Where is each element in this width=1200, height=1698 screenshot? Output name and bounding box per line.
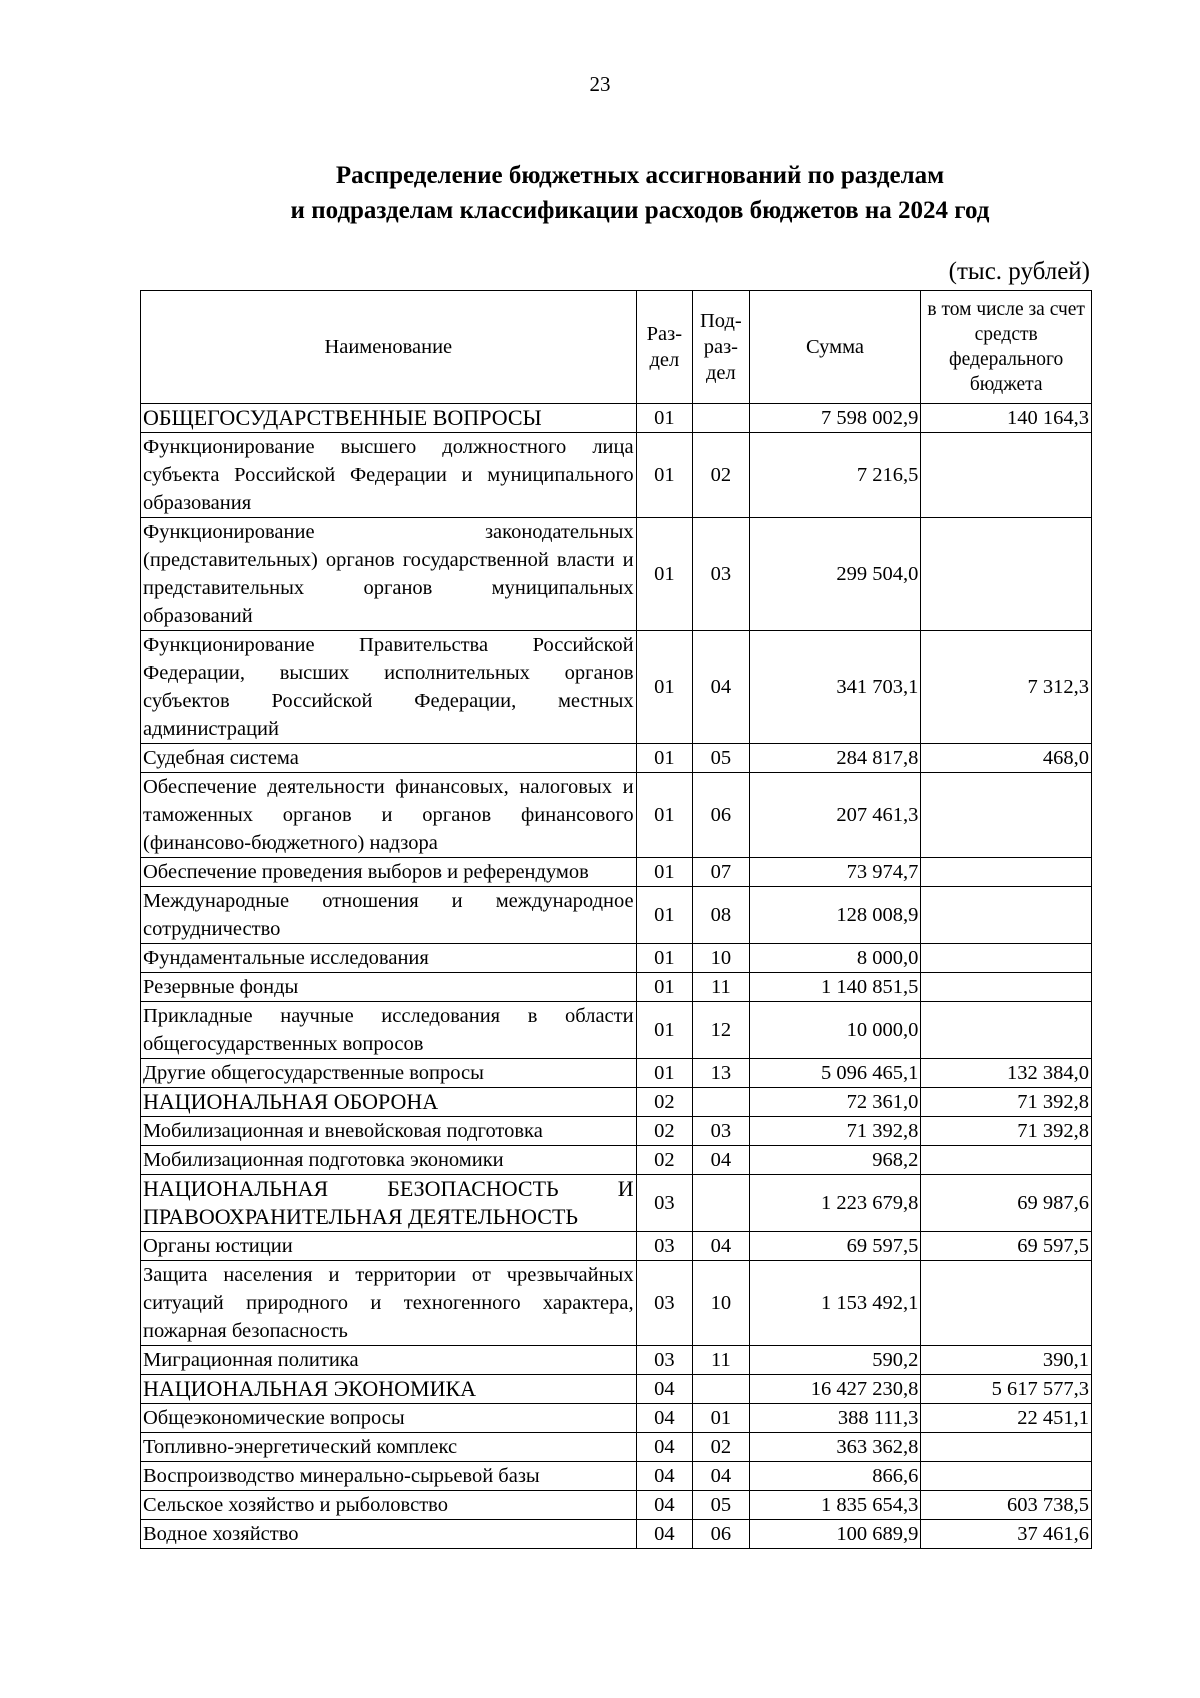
- row-name-cell: Функционирование высшего должностного лица субъекта Российской Федерации и муниципального образования: [141, 433, 637, 518]
- row-federal-cell: [921, 1002, 1092, 1059]
- row-sum-cell: 73 974,7: [749, 858, 921, 887]
- row-name-cell: Мобилизационная подготовка экономики: [141, 1146, 637, 1175]
- table-row: [141, 1520, 1092, 1549]
- row-sum-cell: 284 817,8: [749, 744, 921, 773]
- row-federal-cell: [921, 1146, 1092, 1175]
- row-section-cell: 04: [636, 1462, 693, 1491]
- row-subsection-cell: 03: [693, 518, 750, 631]
- row-sum-cell: 71 392,8: [749, 1117, 921, 1146]
- row-sum-cell: 7 216,5: [749, 433, 921, 518]
- row-federal-cell: 69 597,5: [921, 1232, 1092, 1261]
- row-federal-cell: 71 392,8: [921, 1117, 1092, 1146]
- row-section-cell: 01: [636, 1002, 693, 1059]
- row-subsection-cell: 10: [693, 1261, 750, 1346]
- row-federal-cell: [921, 973, 1092, 1002]
- row-section-cell: 02: [636, 1117, 693, 1146]
- row-section-cell: 04: [636, 1520, 693, 1549]
- row-subsection-cell: 04: [693, 1146, 750, 1175]
- row-sum-cell: 8 000,0: [749, 944, 921, 973]
- table-row: [141, 1346, 1092, 1375]
- table-row: [141, 404, 1092, 433]
- row-subsection-cell: 11: [693, 1346, 750, 1375]
- table-row: [141, 1462, 1092, 1491]
- row-subsection-cell: [693, 404, 750, 433]
- header-sum: Сумма: [749, 291, 921, 404]
- row-name-cell: Общеэкономические вопросы: [141, 1404, 637, 1433]
- row-federal-cell: 603 738,5: [921, 1491, 1092, 1520]
- row-federal-cell: 390,1: [921, 1346, 1092, 1375]
- units-note: (тыс. рублей): [948, 258, 1090, 285]
- table-row: [141, 1404, 1092, 1433]
- row-sum-cell: 207 461,3: [749, 773, 921, 858]
- row-sum-cell: 5 096 465,1: [749, 1059, 921, 1088]
- row-federal-cell: 7 312,3: [921, 631, 1092, 744]
- row-section-cell: 03: [636, 1232, 693, 1261]
- row-name-cell: Защита населения и территории от чрезвычайных ситуаций природного и техногенного характера, пожарная безопасность: [141, 1261, 637, 1346]
- row-section-cell: 01: [636, 404, 693, 433]
- row-federal-cell: 22 451,1: [921, 1404, 1092, 1433]
- row-name-cell: Прикладные научные исследования в области общегосударственных вопросов: [141, 1002, 637, 1059]
- table-row: [141, 973, 1092, 1002]
- table-row: [141, 887, 1092, 944]
- row-sum-cell: 72 361,0: [749, 1088, 921, 1117]
- row-name-cell: Резервные фонды: [141, 973, 637, 1002]
- row-subsection-cell: 01: [693, 1404, 750, 1433]
- table-row: [141, 1433, 1092, 1462]
- row-name-cell: ОБЩЕГОСУДАРСТВЕННЫЕ ВОПРОСЫ: [141, 404, 637, 433]
- row-subsection-cell: 06: [693, 1520, 750, 1549]
- table-header-row: [141, 291, 1092, 404]
- row-name-cell: Функционирование Правительства Российской Федерации, высших исполнительных органов субъектов Российской Федерации, местных администраций: [141, 631, 637, 744]
- row-section-cell: 04: [636, 1491, 693, 1520]
- row-federal-cell: [921, 944, 1092, 973]
- row-section-cell: 03: [636, 1346, 693, 1375]
- row-name-cell: Сельское хозяйство и рыболовство: [141, 1491, 637, 1520]
- row-sum-cell: 341 703,1: [749, 631, 921, 744]
- header-name: Наименование: [141, 291, 637, 404]
- row-name-cell: Органы юстиции: [141, 1232, 637, 1261]
- table-row: [141, 1002, 1092, 1059]
- row-sum-cell: 299 504,0: [749, 518, 921, 631]
- row-federal-cell: [921, 518, 1092, 631]
- row-federal-cell: [921, 1433, 1092, 1462]
- row-name-cell: Мобилизационная и вневойсковая подготовка: [141, 1117, 637, 1146]
- row-subsection-cell: 03: [693, 1117, 750, 1146]
- row-sum-cell: 7 598 002,9: [749, 404, 921, 433]
- row-sum-cell: 16 427 230,8: [749, 1375, 921, 1404]
- table-row: [141, 631, 1092, 744]
- row-subsection-cell: [693, 1375, 750, 1404]
- row-subsection-cell: 02: [693, 1433, 750, 1462]
- row-section-cell: 01: [636, 887, 693, 944]
- table-row: [141, 1146, 1092, 1175]
- page-number: 23: [589, 72, 611, 96]
- table-row: [141, 1491, 1092, 1520]
- table-row: [141, 1175, 1092, 1232]
- row-sum-cell: 363 362,8: [749, 1433, 921, 1462]
- row-section-cell: 04: [636, 1375, 693, 1404]
- table-row: [141, 1117, 1092, 1146]
- table-row: [141, 944, 1092, 973]
- row-sum-cell: 1 140 851,5: [749, 973, 921, 1002]
- table-row: [141, 1088, 1092, 1117]
- row-name-cell: Функционирование законодательных (представительных) органов государственной власти и представительных органов муниципальных образований: [141, 518, 637, 631]
- table-row: [141, 518, 1092, 631]
- row-federal-cell: [921, 1261, 1092, 1346]
- row-federal-cell: 132 384,0: [921, 1059, 1092, 1088]
- header-subsection: Под-раз-дел: [693, 291, 750, 404]
- row-sum-cell: 1 223 679,8: [749, 1175, 921, 1232]
- row-name-cell: Международные отношения и международное сотрудничество: [141, 887, 637, 944]
- row-sum-cell: 388 111,3: [749, 1404, 921, 1433]
- row-name-cell: Водное хозяйство: [141, 1520, 637, 1549]
- row-section-cell: 01: [636, 518, 693, 631]
- row-federal-cell: [921, 773, 1092, 858]
- row-subsection-cell: 13: [693, 1059, 750, 1088]
- row-section-cell: 01: [636, 744, 693, 773]
- row-subsection-cell: 05: [693, 1491, 750, 1520]
- row-sum-cell: 1 835 654,3: [749, 1491, 921, 1520]
- row-name-cell: Судебная система: [141, 744, 637, 773]
- row-federal-cell: 69 987,6: [921, 1175, 1092, 1232]
- row-name-cell: Другие общегосударственные вопросы: [141, 1059, 637, 1088]
- row-name-cell: Миграционная политика: [141, 1346, 637, 1375]
- row-subsection-cell: 10: [693, 944, 750, 973]
- table-row: [141, 1375, 1092, 1404]
- row-section-cell: 01: [636, 631, 693, 744]
- row-name-cell: Обеспечение деятельности финансовых, налоговых и таможенных органов и органов финансового (финансово-бюджетного) надзора: [141, 773, 637, 858]
- row-subsection-cell: 08: [693, 887, 750, 944]
- row-subsection-cell: 11: [693, 973, 750, 1002]
- row-sum-cell: 100 689,9: [749, 1520, 921, 1549]
- header-section: Раз-дел: [636, 291, 693, 404]
- row-subsection-cell: 04: [693, 1232, 750, 1261]
- table-row: [141, 773, 1092, 858]
- table-row: [141, 744, 1092, 773]
- row-federal-cell: 71 392,8: [921, 1088, 1092, 1117]
- row-section-cell: 01: [636, 1059, 693, 1088]
- table-row: [141, 433, 1092, 518]
- title-line-2: и подразделам классификации расходов бюджетов на 2024 год: [290, 197, 990, 224]
- header-federal: в том числе за счет средств федерального бюджета: [921, 291, 1092, 404]
- row-subsection-cell: 02: [693, 433, 750, 518]
- budget-table: [140, 290, 1092, 1549]
- row-sum-cell: 590,2: [749, 1346, 921, 1375]
- row-sum-cell: 1 153 492,1: [749, 1261, 921, 1346]
- row-name-cell: Обеспечение проведения выборов и референдумов: [141, 858, 637, 887]
- row-name-cell: Фундаментальные исследования: [141, 944, 637, 973]
- row-section-cell: 02: [636, 1088, 693, 1117]
- row-section-cell: 01: [636, 773, 693, 858]
- row-section-cell: 03: [636, 1261, 693, 1346]
- table-row: [141, 1232, 1092, 1261]
- row-subsection-cell: 04: [693, 631, 750, 744]
- row-name-cell: НАЦИОНАЛЬНАЯ ЭКОНОМИКА: [141, 1375, 637, 1404]
- row-section-cell: 01: [636, 973, 693, 1002]
- row-federal-cell: 37 461,6: [921, 1520, 1092, 1549]
- row-federal-cell: 5 617 577,3: [921, 1375, 1092, 1404]
- title-line-1: Распределение бюджетных ассигнований по разделам: [335, 162, 945, 189]
- row-sum-cell: 866,6: [749, 1462, 921, 1491]
- row-sum-cell: 10 000,0: [749, 1002, 921, 1059]
- page-title: [140, 158, 1140, 228]
- row-federal-cell: [921, 1462, 1092, 1491]
- row-subsection-cell: 12: [693, 1002, 750, 1059]
- table-row: [141, 858, 1092, 887]
- row-federal-cell: [921, 887, 1092, 944]
- row-section-cell: 01: [636, 944, 693, 973]
- row-sum-cell: 69 597,5: [749, 1232, 921, 1261]
- row-federal-cell: 140 164,3: [921, 404, 1092, 433]
- row-federal-cell: 468,0: [921, 744, 1092, 773]
- row-subsection-cell: [693, 1175, 750, 1232]
- row-section-cell: 04: [636, 1404, 693, 1433]
- row-federal-cell: [921, 858, 1092, 887]
- table-row: [141, 1059, 1092, 1088]
- row-section-cell: 01: [636, 433, 693, 518]
- row-sum-cell: 968,2: [749, 1146, 921, 1175]
- table-row: [141, 1261, 1092, 1346]
- row-subsection-cell: 05: [693, 744, 750, 773]
- row-section-cell: 04: [636, 1433, 693, 1462]
- row-subsection-cell: 04: [693, 1462, 750, 1491]
- row-section-cell: 03: [636, 1175, 693, 1232]
- row-name-cell: Топливно-энергетический комплекс: [141, 1433, 637, 1462]
- row-subsection-cell: 06: [693, 773, 750, 858]
- row-federal-cell: [921, 433, 1092, 518]
- row-subsection-cell: [693, 1088, 750, 1117]
- row-section-cell: 02: [636, 1146, 693, 1175]
- row-subsection-cell: 07: [693, 858, 750, 887]
- row-name-cell: Воспроизводство минерально-сырьевой базы: [141, 1462, 637, 1491]
- row-section-cell: 01: [636, 858, 693, 887]
- row-name-cell: НАЦИОНАЛЬНАЯ ОБОРОНА: [141, 1088, 637, 1117]
- row-name-cell: НАЦИОНАЛЬНАЯ БЕЗОПАСНОСТЬ И ПРАВООХРАНИТЕЛЬНАЯ ДЕЯТЕЛЬНОСТЬ: [141, 1175, 637, 1232]
- table-body: [141, 404, 1092, 1549]
- row-sum-cell: 128 008,9: [749, 887, 921, 944]
